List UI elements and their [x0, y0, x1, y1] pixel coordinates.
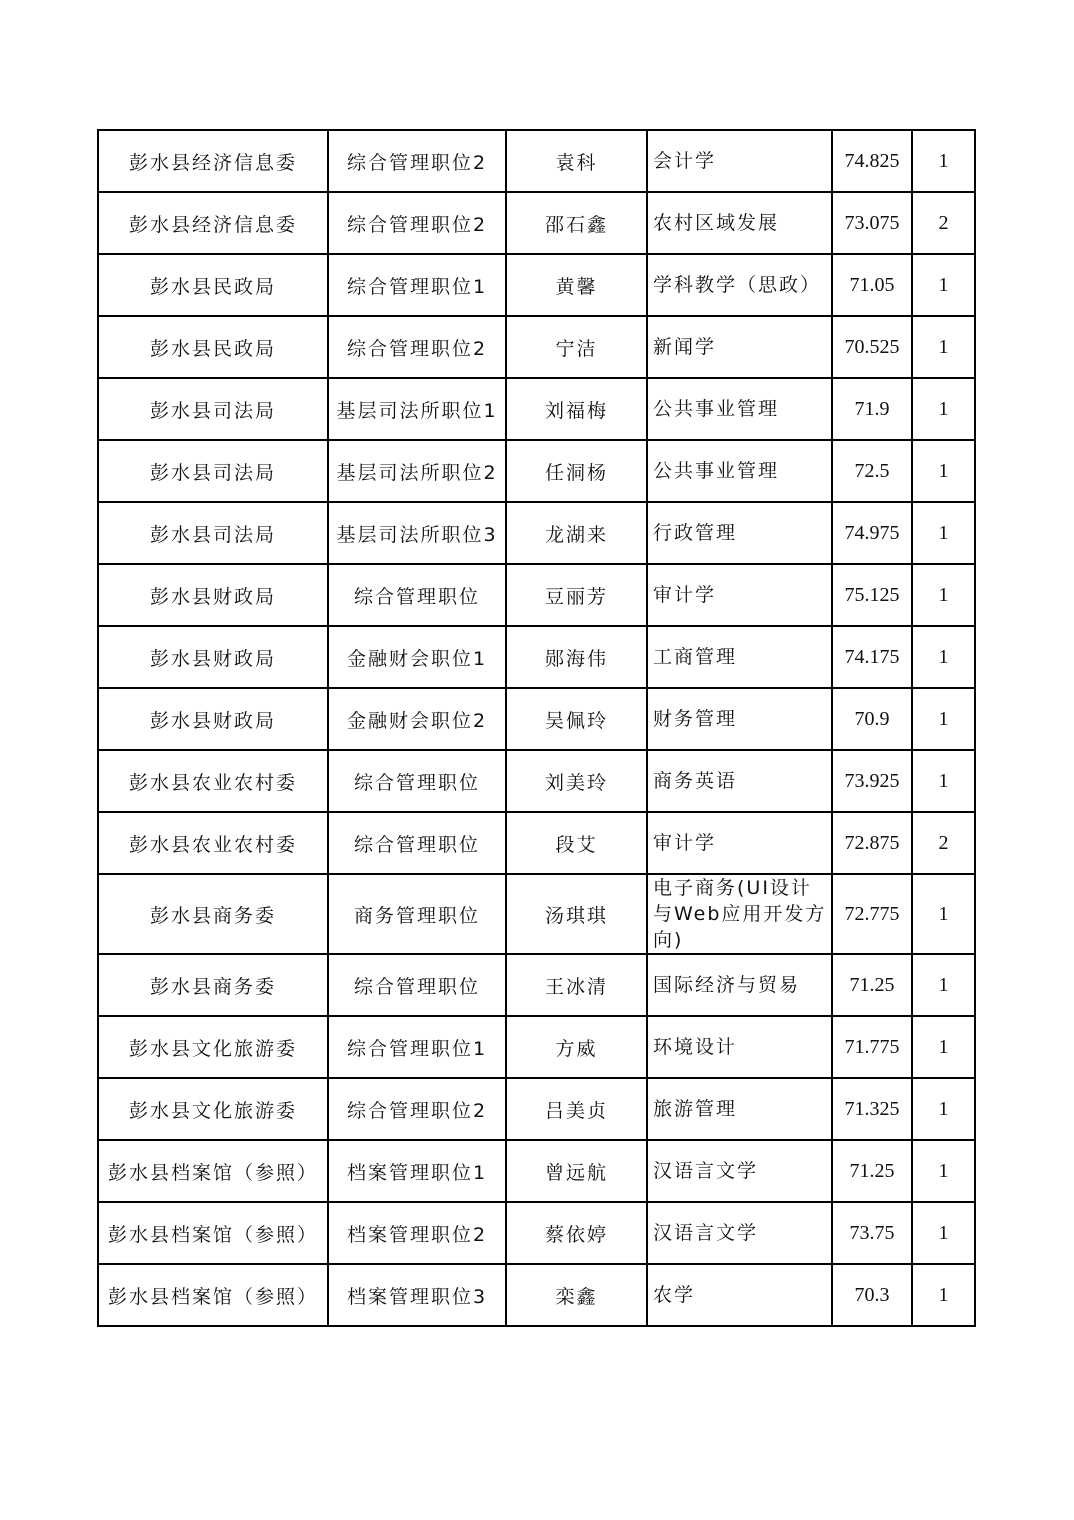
cell-score: 73.75 [832, 1202, 912, 1264]
table-row [98, 316, 975, 378]
cell-unit: 彭水县商务委 [98, 954, 328, 1016]
cell-major: 审计学 [647, 564, 832, 626]
table-row [98, 1264, 975, 1326]
cell-candidate-name: 刘福梅 [506, 378, 647, 440]
cell-candidate-name: 豆丽芳 [506, 564, 647, 626]
cell-major: 汉语言文学 [647, 1202, 832, 1264]
cell-unit: 彭水县文化旅游委 [98, 1016, 328, 1078]
cell-rank: 1 [912, 564, 975, 626]
cell-candidate-name: 黄馨 [506, 254, 647, 316]
cell-rank: 1 [912, 440, 975, 502]
cell-position: 商务管理职位 [328, 874, 506, 954]
cell-unit: 彭水县档案馆（参照） [98, 1140, 328, 1202]
cell-rank: 1 [912, 874, 975, 954]
cell-major: 公共事业管理 [647, 378, 832, 440]
cell-major: 农学 [647, 1264, 832, 1326]
cell-major: 国际经济与贸易 [647, 954, 832, 1016]
cell-candidate-name: 郧海伟 [506, 626, 647, 688]
cell-rank: 1 [912, 1016, 975, 1078]
cell-position: 档案管理职位1 [328, 1140, 506, 1202]
cell-score: 75.125 [832, 564, 912, 626]
cell-rank: 1 [912, 688, 975, 750]
cell-unit: 彭水县民政局 [98, 316, 328, 378]
cell-candidate-name: 吕美贞 [506, 1078, 647, 1140]
cell-score: 71.325 [832, 1078, 912, 1140]
cell-major: 电子商务(UI设计与Web应用开发方向) [647, 874, 832, 954]
cell-unit: 彭水县档案馆（参照） [98, 1202, 328, 1264]
cell-position: 金融财会职位2 [328, 688, 506, 750]
table-body [98, 130, 975, 1326]
cell-unit: 彭水县司法局 [98, 440, 328, 502]
cell-rank: 1 [912, 750, 975, 812]
cell-rank: 1 [912, 378, 975, 440]
cell-position: 基层司法所职位1 [328, 378, 506, 440]
cell-rank: 1 [912, 1078, 975, 1140]
cell-position: 基层司法所职位2 [328, 440, 506, 502]
cell-score: 73.075 [832, 192, 912, 254]
cell-candidate-name: 王冰清 [506, 954, 647, 1016]
cell-major: 旅游管理 [647, 1078, 832, 1140]
cell-position: 综合管理职位2 [328, 192, 506, 254]
cell-candidate-name: 吴佩玲 [506, 688, 647, 750]
cell-position: 金融财会职位1 [328, 626, 506, 688]
cell-score: 74.825 [832, 130, 912, 192]
cell-rank: 2 [912, 192, 975, 254]
cell-position: 档案管理职位2 [328, 1202, 506, 1264]
cell-major: 商务英语 [647, 750, 832, 812]
table-row [98, 440, 975, 502]
table-row [98, 192, 975, 254]
cell-unit: 彭水县档案馆（参照） [98, 1264, 328, 1326]
cell-candidate-name: 袁科 [506, 130, 647, 192]
cell-score: 72.5 [832, 440, 912, 502]
cell-unit: 彭水县农业农村委 [98, 812, 328, 874]
cell-major: 新闻学 [647, 316, 832, 378]
table-row [98, 626, 975, 688]
cell-unit: 彭水县司法局 [98, 378, 328, 440]
table-row [98, 1016, 975, 1078]
cell-unit: 彭水县财政局 [98, 688, 328, 750]
cell-score: 70.9 [832, 688, 912, 750]
cell-rank: 1 [912, 316, 975, 378]
cell-major: 学科教学（思政） [647, 254, 832, 316]
cell-score: 72.875 [832, 812, 912, 874]
table-row [98, 750, 975, 812]
table-row [98, 812, 975, 874]
cell-unit: 彭水县财政局 [98, 564, 328, 626]
cell-position: 基层司法所职位3 [328, 502, 506, 564]
table-row [98, 1202, 975, 1264]
table-row [98, 874, 975, 954]
cell-unit: 彭水县经济信息委 [98, 130, 328, 192]
cell-candidate-name: 汤琪琪 [506, 874, 647, 954]
cell-position: 综合管理职位 [328, 812, 506, 874]
cell-rank: 1 [912, 254, 975, 316]
cell-candidate-name: 宁洁 [506, 316, 647, 378]
cell-rank: 1 [912, 626, 975, 688]
cell-unit: 彭水县农业农村委 [98, 750, 328, 812]
cell-score: 71.9 [832, 378, 912, 440]
cell-major: 汉语言文学 [647, 1140, 832, 1202]
cell-position: 综合管理职位2 [328, 316, 506, 378]
table-row [98, 1078, 975, 1140]
cell-score: 71.25 [832, 1140, 912, 1202]
cell-rank: 1 [912, 1202, 975, 1264]
cell-score: 71.775 [832, 1016, 912, 1078]
cell-rank: 1 [912, 130, 975, 192]
table-row [98, 502, 975, 564]
cell-score: 71.05 [832, 254, 912, 316]
cell-major: 公共事业管理 [647, 440, 832, 502]
cell-rank: 1 [912, 1264, 975, 1326]
cell-candidate-name: 方威 [506, 1016, 647, 1078]
cell-position: 档案管理职位3 [328, 1264, 506, 1326]
cell-candidate-name: 栾鑫 [506, 1264, 647, 1326]
cell-major: 会计学 [647, 130, 832, 192]
cell-major: 财务管理 [647, 688, 832, 750]
cell-rank: 1 [912, 502, 975, 564]
cell-unit: 彭水县司法局 [98, 502, 328, 564]
cell-candidate-name: 任洞杨 [506, 440, 647, 502]
cell-unit: 彭水县财政局 [98, 626, 328, 688]
cell-candidate-name: 邵石鑫 [506, 192, 647, 254]
cell-unit: 彭水县商务委 [98, 874, 328, 954]
cell-major: 环境设计 [647, 1016, 832, 1078]
cell-score: 74.975 [832, 502, 912, 564]
cell-position: 综合管理职位 [328, 750, 506, 812]
cell-unit: 彭水县经济信息委 [98, 192, 328, 254]
cell-position: 综合管理职位2 [328, 130, 506, 192]
table-row [98, 378, 975, 440]
cell-score: 74.175 [832, 626, 912, 688]
cell-score: 70.525 [832, 316, 912, 378]
cell-position: 综合管理职位2 [328, 1078, 506, 1140]
table-row [98, 1140, 975, 1202]
cell-candidate-name: 刘美玲 [506, 750, 647, 812]
cell-rank: 1 [912, 954, 975, 1016]
cell-score: 72.775 [832, 874, 912, 954]
cell-unit: 彭水县民政局 [98, 254, 328, 316]
cell-candidate-name: 龙湖来 [506, 502, 647, 564]
cell-major: 农村区域发展 [647, 192, 832, 254]
table-row [98, 564, 975, 626]
cell-rank: 1 [912, 1140, 975, 1202]
cell-candidate-name: 曾远航 [506, 1140, 647, 1202]
cell-major: 工商管理 [647, 626, 832, 688]
cell-candidate-name: 蔡依婷 [506, 1202, 647, 1264]
table-row [98, 954, 975, 1016]
cell-unit: 彭水县文化旅游委 [98, 1078, 328, 1140]
cell-candidate-name: 段艾 [506, 812, 647, 874]
table-row [98, 254, 975, 316]
cell-score: 70.3 [832, 1264, 912, 1326]
table-row [98, 688, 975, 750]
cell-score: 73.925 [832, 750, 912, 812]
cell-position: 综合管理职位 [328, 954, 506, 1016]
cell-rank: 2 [912, 812, 975, 874]
cell-position: 综合管理职位1 [328, 1016, 506, 1078]
cell-major: 行政管理 [647, 502, 832, 564]
table-row [98, 130, 975, 192]
results-table [97, 129, 976, 1327]
cell-position: 综合管理职位 [328, 564, 506, 626]
cell-score: 71.25 [832, 954, 912, 1016]
cell-major: 审计学 [647, 812, 832, 874]
cell-position: 综合管理职位1 [328, 254, 506, 316]
